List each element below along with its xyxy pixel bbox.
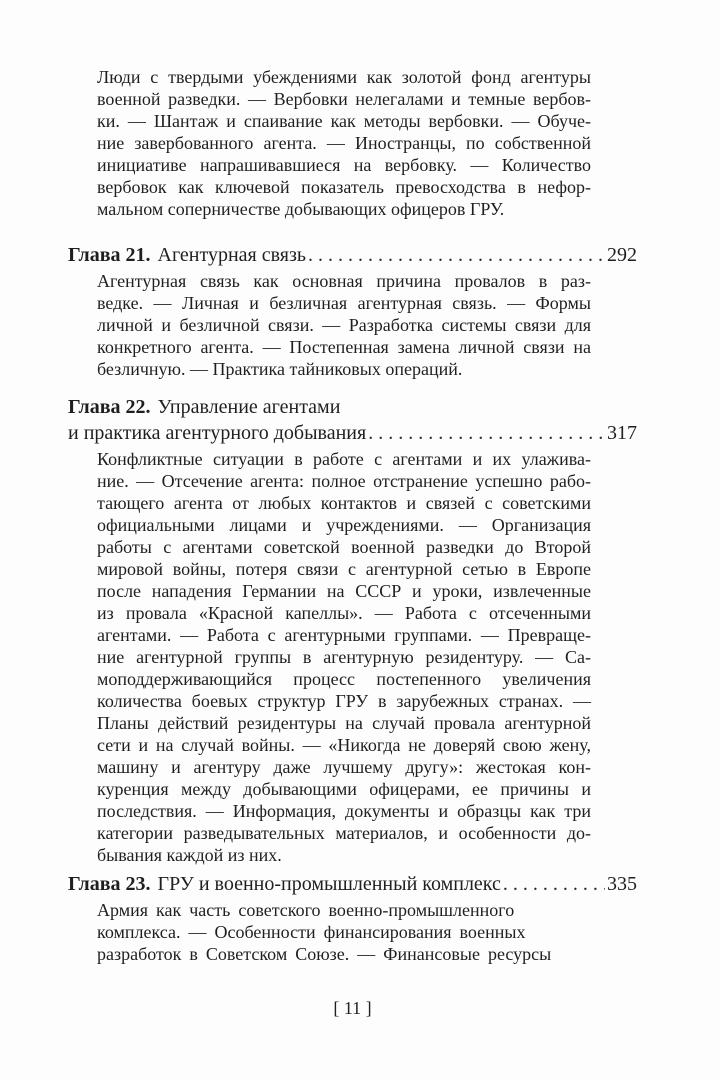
text-line: мальном соперничестве добывающих офицеров ГРУ.: [97, 199, 505, 219]
text-line: категории разведывательных материалов, и особенности до-: [97, 823, 591, 843]
text-line: Люди с твердыми убеждениями как золотой фонд агентуры: [97, 67, 591, 87]
chapter-page-number: 335: [607, 873, 637, 895]
text-line: Конфликтные ситуации в работе с агентами и их улажива-: [97, 449, 591, 469]
text-line: агентами. — Работа с агентурными группами. — Превраще-: [97, 625, 591, 645]
chapter-title: ГРУ и военно-промышленный комплекс: [157, 873, 501, 895]
text-line: ние агентурной группы в агентурную резидентуру. — Са-: [97, 647, 591, 667]
text-line: последствия. — Информация, документы и образцы как три: [97, 801, 591, 821]
text-line: конкретного агента. — Постепенная замена личной связи на: [97, 337, 591, 357]
chapter-label: Глава 22.: [68, 396, 151, 418]
text-line: ведке. — Личная и безличная агентурная связь. — Формы: [97, 293, 591, 313]
chapter-22-summary: [97, 448, 591, 866]
toc-entry-chapter-22: [68, 394, 637, 446]
text-line: Планы действий резидентуры на случай провала агентурной: [97, 713, 591, 733]
text-line: Агентурная связь как основная причина провалов в раз-: [97, 271, 591, 291]
text-line: вербовок как ключевой показатель превосходства в нефор-: [97, 177, 591, 197]
toc-summary-continuation: [97, 66, 591, 220]
chapter-heading-row: [68, 394, 637, 420]
chapter-heading-row: [68, 420, 637, 446]
toc-content: [68, 66, 637, 1019]
text-line: комплекса. — Особенности финансирования военных: [97, 922, 526, 942]
chapter-title-line-2: и практика агентурного добывания: [68, 422, 367, 444]
text-line: ние. — Отсечение агента: полное отстранение успешно рабо-: [97, 471, 591, 491]
chapter-heading-row: [68, 871, 637, 897]
chapter-title-line-1: Управление агентами: [157, 396, 341, 418]
text-line: разработок в Советском Союзе. — Финансовые ресурсы: [97, 944, 552, 964]
text-line: работы с агентами советской военной разведки до Второй: [97, 537, 591, 557]
text-line: ки. — Шантаж и спаивание как методы вербовки. — Обуче-: [97, 111, 591, 131]
text-line: военной разведки. — Вербовки нелегалами и темные вербов-: [97, 89, 591, 109]
text-line: из провала «Красной капеллы». — Работа с отсеченными: [97, 603, 591, 623]
chapter-page-number: 292: [607, 244, 637, 266]
text-line: официальными лицами и учреждениями. — Организация: [97, 515, 591, 535]
chapter-23-summary: [97, 899, 591, 965]
page-number-footer: [ 11 ]: [333, 998, 372, 1018]
text-line: бывания каждой из них.: [97, 845, 282, 865]
text-line: после нападения Германии на СССР и уроки, извлеченные: [97, 581, 591, 601]
toc-entry-chapter-21: [68, 242, 637, 268]
text-line: машину и агентуру даже лучшему другу»: жестокая кон-: [97, 757, 591, 777]
chapter-page-number: 317: [607, 422, 637, 444]
text-line: тающего агента от любых контактов и связей с советскими: [97, 493, 591, 513]
text-line: инициативе напрашивавшиеся на вербовку. — Количество: [97, 155, 591, 175]
chapter-label: Глава 21.: [68, 244, 151, 266]
text-line: количества боевых структур ГРУ в зарубежных странах. —: [97, 691, 591, 711]
text-line: мировой войны, потеря связи с агентурной сетью в Европе: [97, 559, 591, 579]
chapter-label: Глава 23.: [68, 873, 151, 895]
dot-leader: [368, 420, 605, 446]
text-line: безличную. — Практика тайниковых операций.: [97, 359, 463, 379]
text-line: Армия как часть советского военно-промышленного: [97, 900, 515, 920]
chapter-21-summary: [97, 270, 591, 380]
chapter-title: Агентурная связь: [157, 244, 306, 266]
text-line: моподдерживающийся процесс постепенного увеличения: [97, 669, 591, 689]
text-line: личной и безличной связи. — Разработка системы связи для: [97, 315, 591, 335]
dot-leader: [308, 242, 605, 268]
chapter-heading-row: [68, 242, 637, 268]
dot-leader: [503, 871, 605, 897]
text-line: куренция между добывающими офицерами, ее причины и: [97, 779, 591, 799]
text-line: ние завербованного агента. — Иностранцы, по собственной: [97, 133, 591, 153]
text-line: сети и на случай войны. — «Никогда не доверяй свою жену,: [97, 735, 591, 755]
toc-entry-chapter-23: [68, 871, 637, 897]
